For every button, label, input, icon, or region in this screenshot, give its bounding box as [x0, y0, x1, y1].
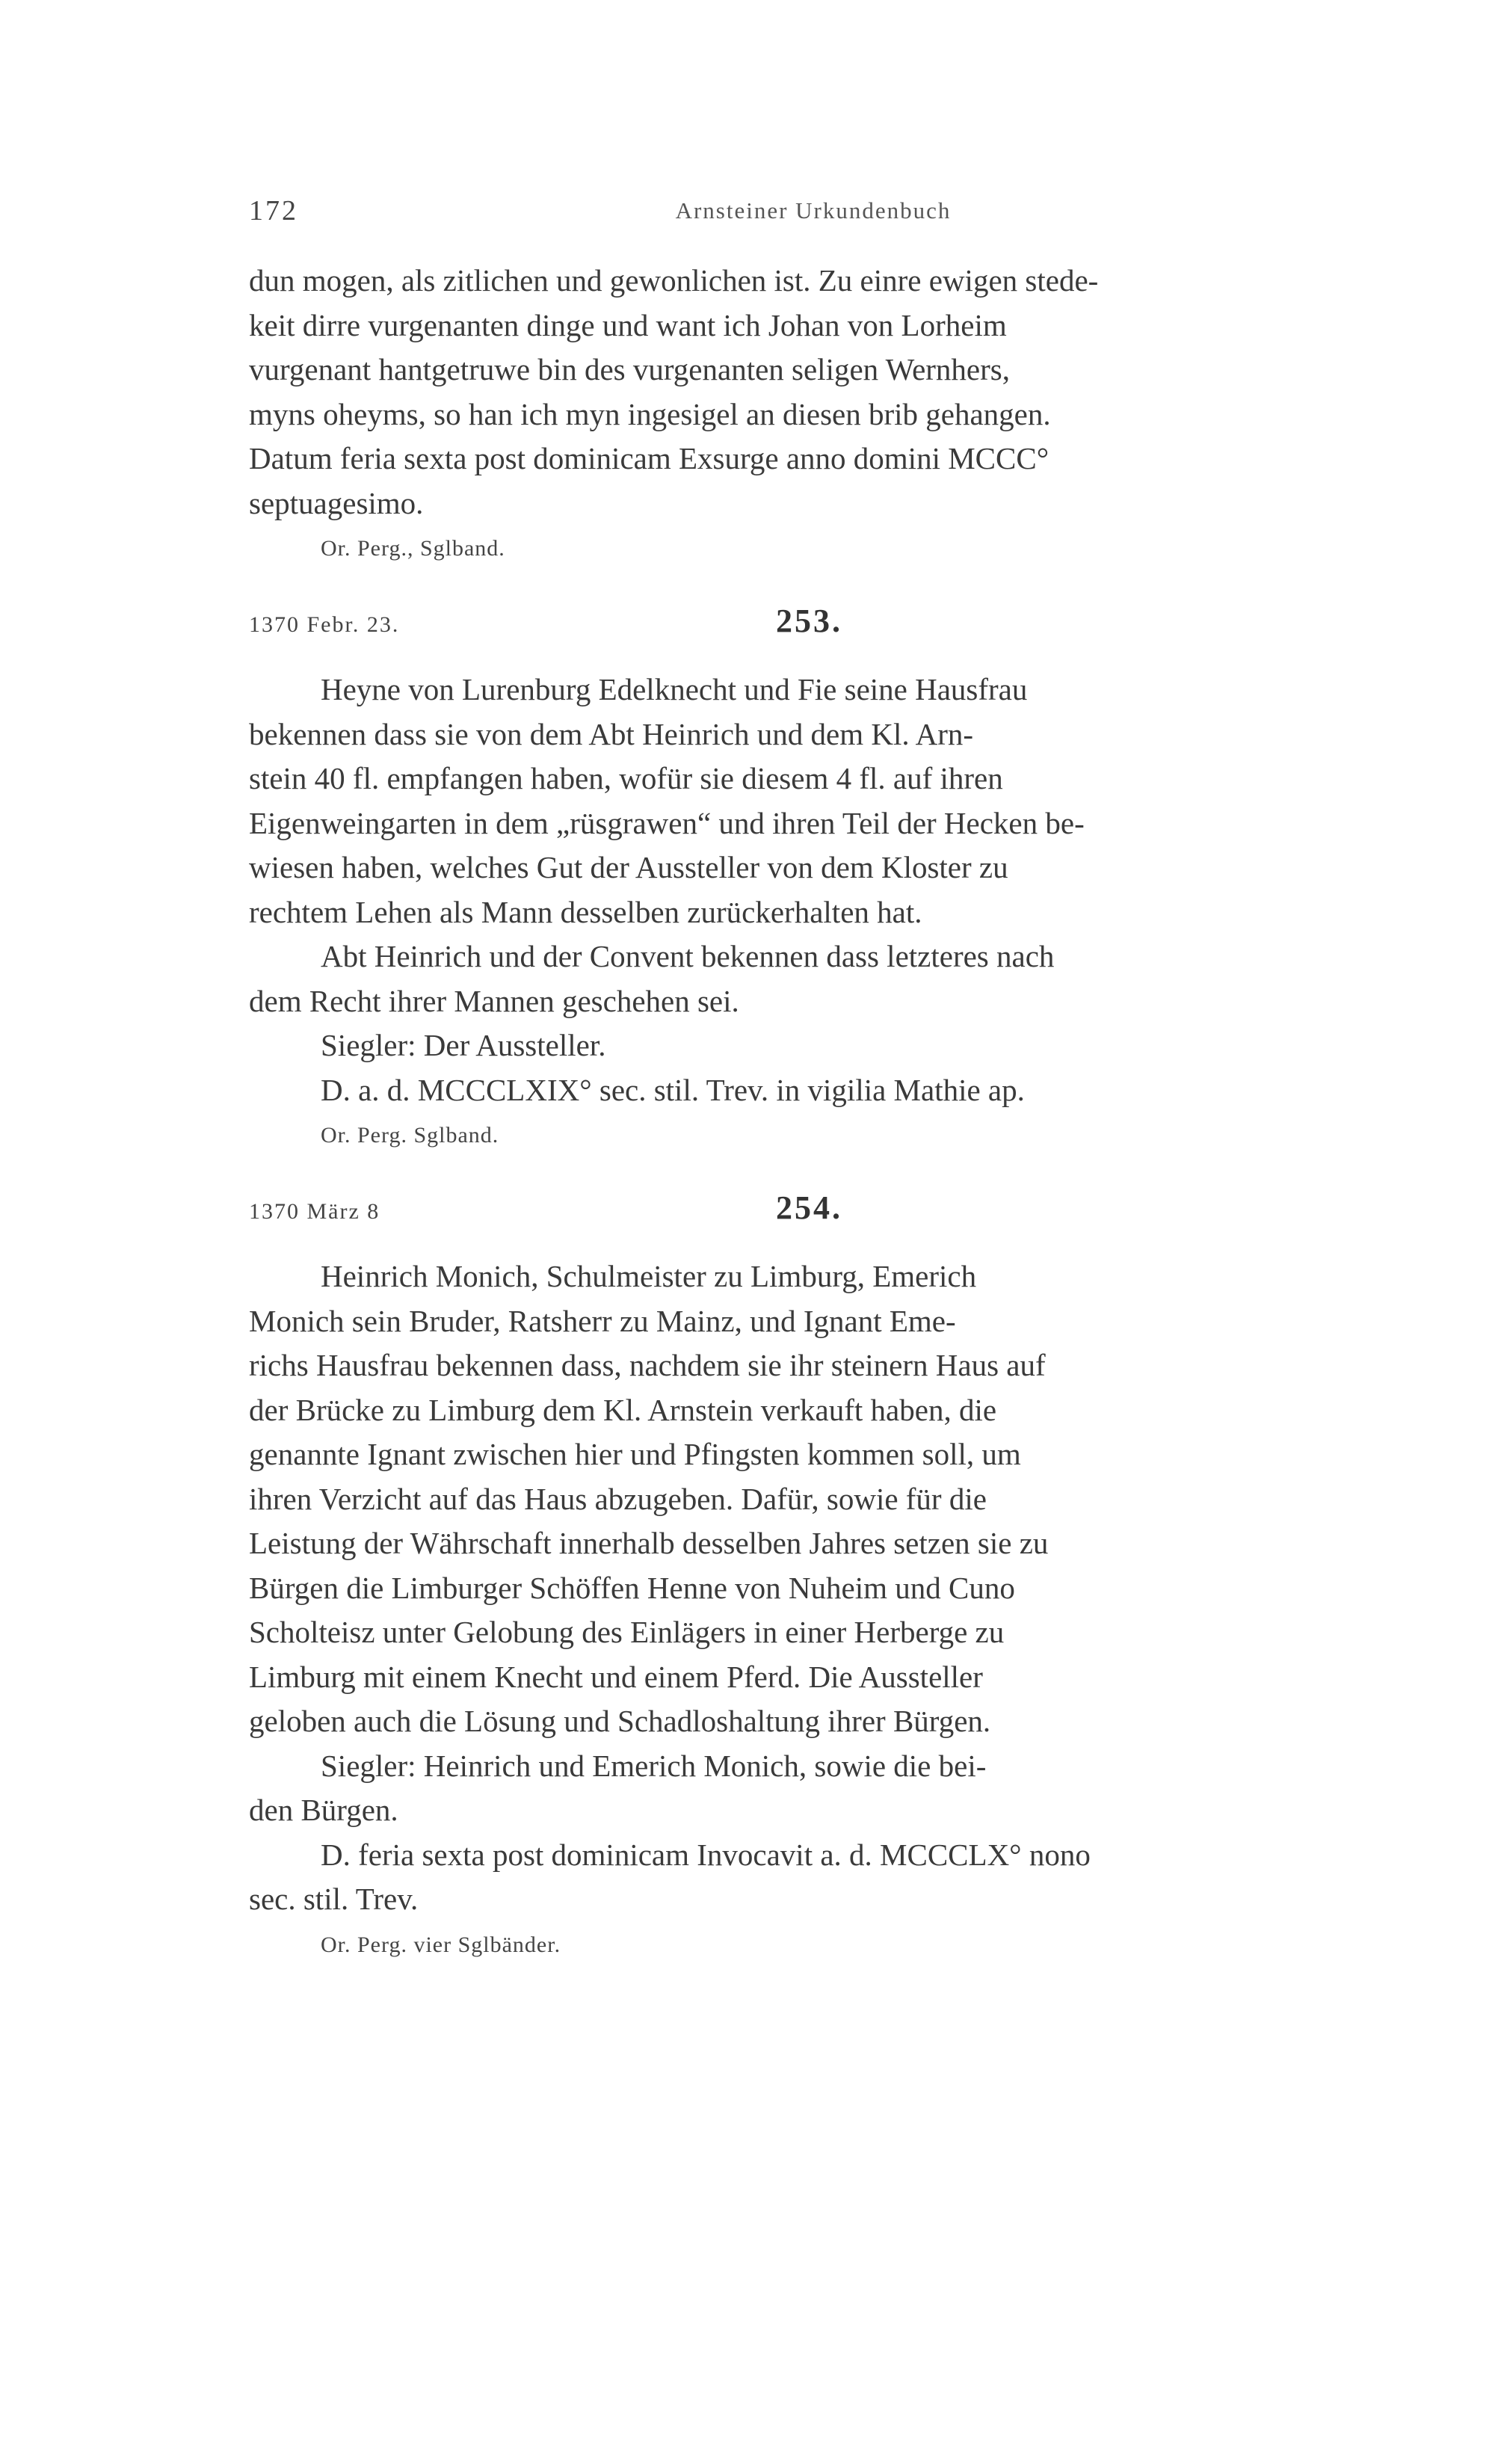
- text-line: richs Hausfrau bekennen dass, nachdem sie ihr steinern Haus auf: [249, 1348, 1046, 1382]
- source-note: Or. Perg. Sglband.: [321, 1123, 499, 1148]
- datum-line: sec. stil. Trev.: [249, 1882, 419, 1916]
- running-title: Arnsteiner Urkundenbuch: [675, 197, 952, 224]
- text-line: Limburg mit einem Knecht und einem Pferd. Die Aussteller: [249, 1659, 983, 1694]
- siegler-line: den Bürgen.: [249, 1793, 398, 1827]
- text-line: Monich sein Bruder, Ratsherr zu Mainz, und Ignant Eme-: [249, 1303, 956, 1338]
- text-line: dun mogen, als zitlichen und gewonlichen ist. Zu einre ewigen stede-: [249, 263, 1099, 298]
- datum-line: D. a. d. MCCCLXIX° sec. stil. Trev. in vigilia Mathie ap.: [321, 1072, 1025, 1107]
- entry-date: 1370 Febr. 23.: [249, 612, 400, 637]
- text-line: ihren Verzicht auf das Haus abzugeben. Dafür, sowie für die: [249, 1481, 987, 1516]
- source-note: Or. Perg. vier Sglbänder.: [321, 1932, 561, 1957]
- text-line: keit dirre vurgenanten dinge und want ich Johan von Lorheim: [249, 307, 1007, 342]
- text-line: der Brücke zu Limburg dem Kl. Arnstein verkauft haben, die: [249, 1392, 997, 1427]
- text-line: Abt Heinrich und der Convent bekennen dass letzteres nach: [321, 939, 1055, 973]
- source-note: Or. Perg., Sglband.: [321, 536, 505, 561]
- entry-254-body: [249, 1254, 1378, 1964]
- text-line: Leistung der Währschaft innerhalb desselben Jahres setzen sie zu: [249, 1526, 1049, 1560]
- text-line: genannte Ignant zwischen hier und Pfingsten kommen soll, um: [249, 1437, 1021, 1471]
- page-header: [249, 194, 1378, 239]
- text-line: stein 40 fl. empfangen haben, wofür sie diesem 4 fl. auf ihren: [249, 761, 1003, 795]
- datum-line: D. feria sexta post dominicam Invocavit a. d. MCCCLX° nono: [321, 1837, 1091, 1872]
- text-line: vurgenant hantgetruwe bin des vurgenanten seligen Wernhers,: [249, 352, 1010, 386]
- entry-date: 1370 März 8: [249, 1199, 380, 1224]
- page-number: 172: [249, 195, 298, 227]
- entry-number: 253.: [776, 603, 842, 639]
- text-line: septuagesimo.: [249, 485, 424, 520]
- text-line: Heinrich Monich, Schulmeister zu Limburg, Emerich: [321, 1259, 977, 1293]
- entry-header-254: [249, 1189, 1378, 1238]
- text-line: Scholteisz unter Gelobung des Einlägers in einer Herberge zu: [249, 1615, 1005, 1649]
- page: [249, 194, 1378, 1964]
- text-line: Datum feria sexta post dominicam Exsurge anno domini MCCC°: [249, 441, 1049, 475]
- siegler-line: Siegler: Der Aussteller.: [321, 1028, 606, 1062]
- text-line: myns oheyms, so han ich myn ingesigel an diesen brib gehangen.: [249, 396, 1051, 431]
- siegler-line: Siegler: Heinrich und Emerich Monich, sowie die bei-: [321, 1748, 987, 1783]
- continuation-text: [249, 259, 1378, 567]
- text-line: rechtem Lehen als Mann desselben zurückerhalten hat.: [249, 894, 922, 929]
- text-line: wiesen haben, welches Gut der Aussteller von dem Kloster zu: [249, 850, 1008, 884]
- text-line: Eigenweingarten in dem „rüsgrawen“ und ihren Teil der Hecken be-: [249, 805, 1085, 840]
- entry-header-253: [249, 602, 1378, 651]
- text-line: Bürgen die Limburger Schöffen Henne von Nuheim und Cuno: [249, 1570, 1015, 1605]
- text-line: dem Recht ihrer Mannen geschehen sei.: [249, 983, 739, 1018]
- text-line: Heyne von Lurenburg Edelknecht und Fie seine Hausfrau: [321, 672, 1028, 706]
- text-line: geloben auch die Lösung und Schadloshaltung ihrer Bürgen.: [249, 1704, 991, 1738]
- text-line: bekennen dass sie von dem Abt Heinrich und dem Kl. Arn-: [249, 716, 974, 751]
- entry-253-body: [249, 668, 1378, 1154]
- entry-number: 254.: [776, 1189, 842, 1226]
